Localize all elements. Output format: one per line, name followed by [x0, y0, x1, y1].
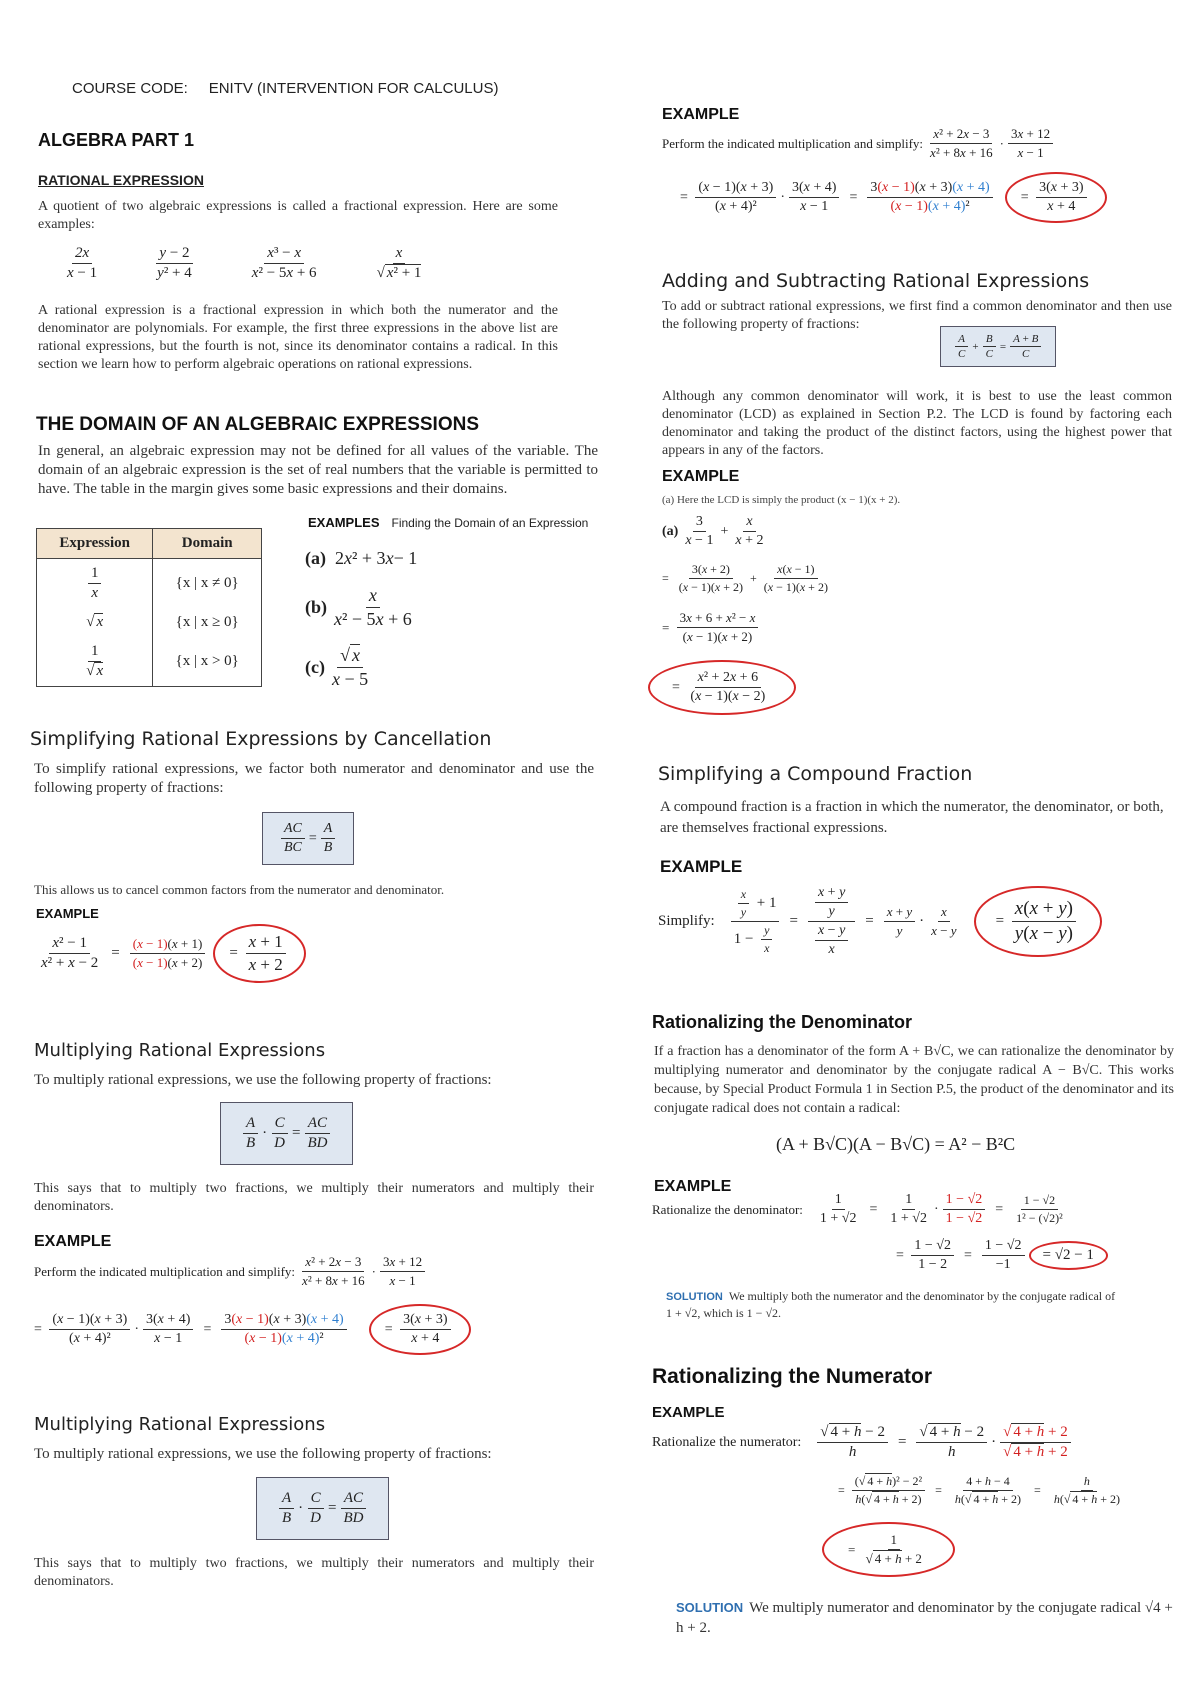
- adding-answer: [648, 660, 796, 715]
- answer-circle: = $\frac{3(x + 3)}{x + 4}$: [369, 1304, 471, 1355]
- multiply-example-prompt-1: Perform the indicated multiplication and simplify: $\frac{\text{x² + 2x − 3}}{\text{x² + 8x + 16}}$ · $\frac{3x + 12}{x - 1}$: [34, 1254, 429, 1289]
- domain-example-b: (b) $\frac{x}{\text{x² − 5x + 6}}$: [305, 585, 412, 629]
- part-title: ALGEBRA PART 1: [38, 130, 195, 150]
- multiply-property-box-1: $\frac{A}{B}$ · $\frac{C}{D}$ = $\frac{AC}{BD}$: [220, 1102, 353, 1165]
- domain-example-c: (c) $\frac{√ x}{x - 5}$: [305, 645, 369, 689]
- table-header-domain: Domain: [153, 529, 262, 559]
- rat-num-work-1: Rationalize the numerator: $\frac{√ 4 + h - 2}{h}$ = $\frac{√ 4 + h - 2}{h}$ · $\frac{√ 4 + h + 2}{√ 4 + h + 2}$: [652, 1424, 1075, 1461]
- compound-work: Simplify: $\frac{x}{y}$ + 1 1 − $\frac{y}{x}$ = $\frac{\frac{x + y}{y}}{\frac{x - y}{x}}$ = $\frac{x + y}{y}$ · $\frac{x}{x - y}$ = $\frac{x(x + y)}{y(x - y)}$: [658, 885, 1102, 958]
- multiply-text-2: To multiply rational expressions, we use the following property of fractions:: [34, 1446, 492, 1462]
- fraction-examples: $\frac{2x}{x - 1}$ $\frac{y - 2}{\text{y² + 4}}$ $\frac{\text{x³ − x}}{\text{x² − 5x + 6}}$ $\frac{x}{\text{√ x² + 1}}$: [67, 245, 422, 281]
- cancel-text: To simplify rational expressions, we factor both numerator and denominator and use the following property of fractions:: [34, 761, 594, 796]
- adding-property-box: $\frac{A}{C}$ + $\frac{B}{C}$ = $\frac{A + B}{C}$: [940, 326, 1056, 367]
- adding-heading: Adding and Subtracting Rational Expressions: [662, 270, 1090, 292]
- domain-examples-label: EXAMPLES Finding the Domain of an Expression: [308, 515, 589, 530]
- right-top-prompt: Perform the indicated multiplication and simplify: $\frac{\text{x² + 2x − 3}}{\text{x² + 8x + 16}}$ · $\frac{3x + 12}{x - 1}$: [662, 126, 1057, 161]
- rat-den-work-1: Rationalize the denominator: $\frac{1}{1 + √2}$ = $\frac{1}{1 + √2}$ · $\frac{1 - √2}{1 - √2}$ = $\frac{1 - √2}{\text{1² − (√2)²}}$: [652, 1192, 1063, 1226]
- cancel-heading: Simplifying Rational Expressions by Cancellation: [30, 728, 492, 750]
- multiply-after-1: This says that to multiply two fractions, we multiply their numerators and multiply their denominators.: [34, 1181, 594, 1214]
- cancel-example-label: EXAMPLE: [36, 906, 99, 921]
- course-code-value: ENITV (INTERVENTION FOR CALCULUS): [208, 80, 499, 97]
- multiply-example-work-1: = $\frac{(x - 1)(x + 3)}{\text{(x + 4)²}}$ · $\frac{3(x + 4)}{x - 1}$ = $\frac{3(x - 1)(x + 3)(x + 4)}{\text{(x − 1)(x + 4)²}}$ = $\frac{3(x + 3)}{x + 4}$: [34, 1304, 471, 1355]
- rat-num-example-label: EXAMPLE: [652, 1404, 725, 1421]
- rat-den-text: If a fraction has a denominator of the form A + B√C, we can rationalize the denominator by multiplying numerator and denominator by the conjugate radical A − B√C. This works because, by Special Product Formula 1 in Section P.5, the product of the denominator and its conjugate radical does not contain a radical:: [654, 1044, 1174, 1116]
- course-code: [72, 80, 498, 97]
- right-top-work: = $\frac{(x - 1)(x + 3)}{\text{(x + 4)²}}$ · $\frac{3(x + 4)}{x - 1}$ = $\frac{3(x - 1)(x + 3)(x + 4)}{\text{(x − 1)(x + 4)²}}$ = $\frac{3(x + 3)}{x + 4}$: [680, 172, 1107, 223]
- rat-den-example-label: EXAMPLE: [654, 1178, 732, 1195]
- multiply-heading-2: Multiplying Rational Expressions: [34, 1414, 326, 1435]
- right-top-example-label: EXAMPLE: [662, 106, 740, 123]
- rat-num-answer: [822, 1522, 955, 1577]
- adding-note: (a) Here the LCD is simply the product (x − 1)(x + 2).: [662, 494, 901, 506]
- rational-intro: A quotient of two algebraic expressions is called a fractional expression. Here are some examples:: [38, 199, 558, 232]
- answer-circle: = $\frac{1}{√ 4 + h + 2}$: [822, 1522, 955, 1577]
- multiply-property-box-2: $\frac{A}{B}$ · $\frac{C}{D}$ = $\frac{AC}{BD}$: [256, 1477, 389, 1540]
- compound-text: A compound fraction is a fraction in which the numerator, the denominator, or both, are themselves fractional expressions.: [660, 799, 1164, 836]
- table-row: √ x {x | x ≥ 0}: [37, 608, 262, 637]
- answer-circle: = $\frac{\text{x² + 2x + 6}}{(x - 1)(x - 2)}$: [648, 660, 796, 715]
- rat-den-heading: Rationalizing the Denominator: [652, 1012, 913, 1032]
- rat-num-solution: SOLUTION We multiply numerator and denominator by the conjugate radical √4 + h + 2.: [676, 1600, 1173, 1636]
- domain-heading: THE DOMAIN OF AN ALGEBRAIC EXPRESSIONS: [36, 414, 480, 435]
- table-row: $\frac{1}{x}$ {x | x ≠ 0}: [37, 559, 262, 609]
- cancel-after: This allows us to cancel common factors from the numerator and denominator.: [34, 882, 445, 897]
- compound-heading: Simplifying a Compound Fraction: [658, 763, 973, 785]
- multiply-heading-1: Multiplying Rational Expressions: [34, 1040, 326, 1061]
- cancel-property-box: $\frac{AC}{BC}$ = $\frac{A}{B}$: [262, 812, 354, 865]
- answer-circle: = $\frac{3(x + 3)}{x + 4}$: [1005, 172, 1107, 223]
- rat-den-solution: SOLUTION We multiply both the numerator and the denominator by the conjugate radical of 1 + √2, which is 1 − √2.: [666, 1289, 1116, 1320]
- compound-example-label: EXAMPLE: [660, 857, 743, 876]
- rat-num-heading: Rationalizing the Numerator: [652, 1365, 933, 1388]
- rat-num-work-2: = $\frac{\text{(√ 4 + h)² − 2²}}{h(√ 4 + h + 2)}$ = $\frac{4 + h - 4}{h(√ 4 + h + 2)}$ = $\frac{h}{h(√ 4 + h + 2)}$: [838, 1474, 1120, 1506]
- rational-definition: A rational expression is a fractional expression in which both the numerator and the denominator are polynomials. For example, the first three expressions in the above list are rational expressions, but the fourth is not, since its denominator contains a radical. In this section we learn how to perform algebraic operations on rational expressions.: [38, 303, 558, 372]
- adding-text: To add or subtract rational expressions, we first find a common denominator and then use the following property of fractions:: [662, 299, 1172, 332]
- adding-example-label: EXAMPLE: [662, 468, 740, 485]
- rat-den-formula: (A + B√C)(A − B√C) = A² − B²C: [776, 1134, 1016, 1154]
- adding-step-3: = $\frac{\text{3x + 6 + x² − x}}{(x - 1)(x + 2)}$: [662, 610, 762, 645]
- rat-den-work-2: = $\frac{1 - √2}{1 - 2}$ = $\frac{1 - √2}{-1}$ = √2 − 1: [896, 1238, 1108, 1273]
- table-row: $\frac{1}{√ x}$ {x | x > 0}: [37, 637, 262, 687]
- multiply-example-label-1: EXAMPLE: [34, 1233, 112, 1250]
- cancel-example-math: $\frac{\text{x² − 1}}{\text{x² + x − 2}}$ = $\frac{(x - 1)(x + 1)}{(x - 1)(x + 2)}$ = $\frac{x + 1}{x + 2}$: [34, 924, 306, 983]
- domain-example-a: (a) 2 x ² + 3 x − 1: [305, 548, 418, 568]
- answer-circle: = √2 − 1: [1029, 1241, 1108, 1270]
- adding-step-1: (a) $\frac{3}{x - 1}$ + $\frac{x}{x + 2}$: [662, 514, 764, 548]
- multiply-after-2: This says that to multiply two fractions, we multiply their numerators and multiply their denominators.: [34, 1556, 594, 1589]
- multiply-text-1: To multiply rational expressions, we use the following property of fractions:: [34, 1072, 492, 1088]
- domain-table: [36, 528, 262, 687]
- table-header-expression: Expression: [37, 529, 153, 559]
- rational-heading: RATIONAL EXPRESSION: [38, 172, 204, 188]
- answer-circle: = $\frac{x(x + y)}{y(x - y)}$: [974, 886, 1102, 957]
- domain-text: In general, an algebraic expression may not be defined for all values of the variable. The domain of an algebraic expression is the set of real numbers that the variable is permitted to have. The table in the margin gives some basic expressions and their domains.: [38, 443, 598, 497]
- course-code-label: COURSE CODE:: [72, 80, 188, 97]
- answer-circle: = $\frac{x + 1}{x + 2}$: [213, 924, 305, 983]
- adding-step-2: = $\frac{3(x + 2)}{(x - 1)(x + 2)}$ + $\frac{x(x - 1)}{(x - 1)(x + 2)}$: [662, 562, 828, 594]
- adding-text-2: Although any common denominator will work, it is best to use the least common denominator (LCD) as explained in Section P.2. The LCD is found by factoring each denominator and taking the product of the distinct factors, using the highest power that appears in any of the factors.: [662, 389, 1172, 458]
